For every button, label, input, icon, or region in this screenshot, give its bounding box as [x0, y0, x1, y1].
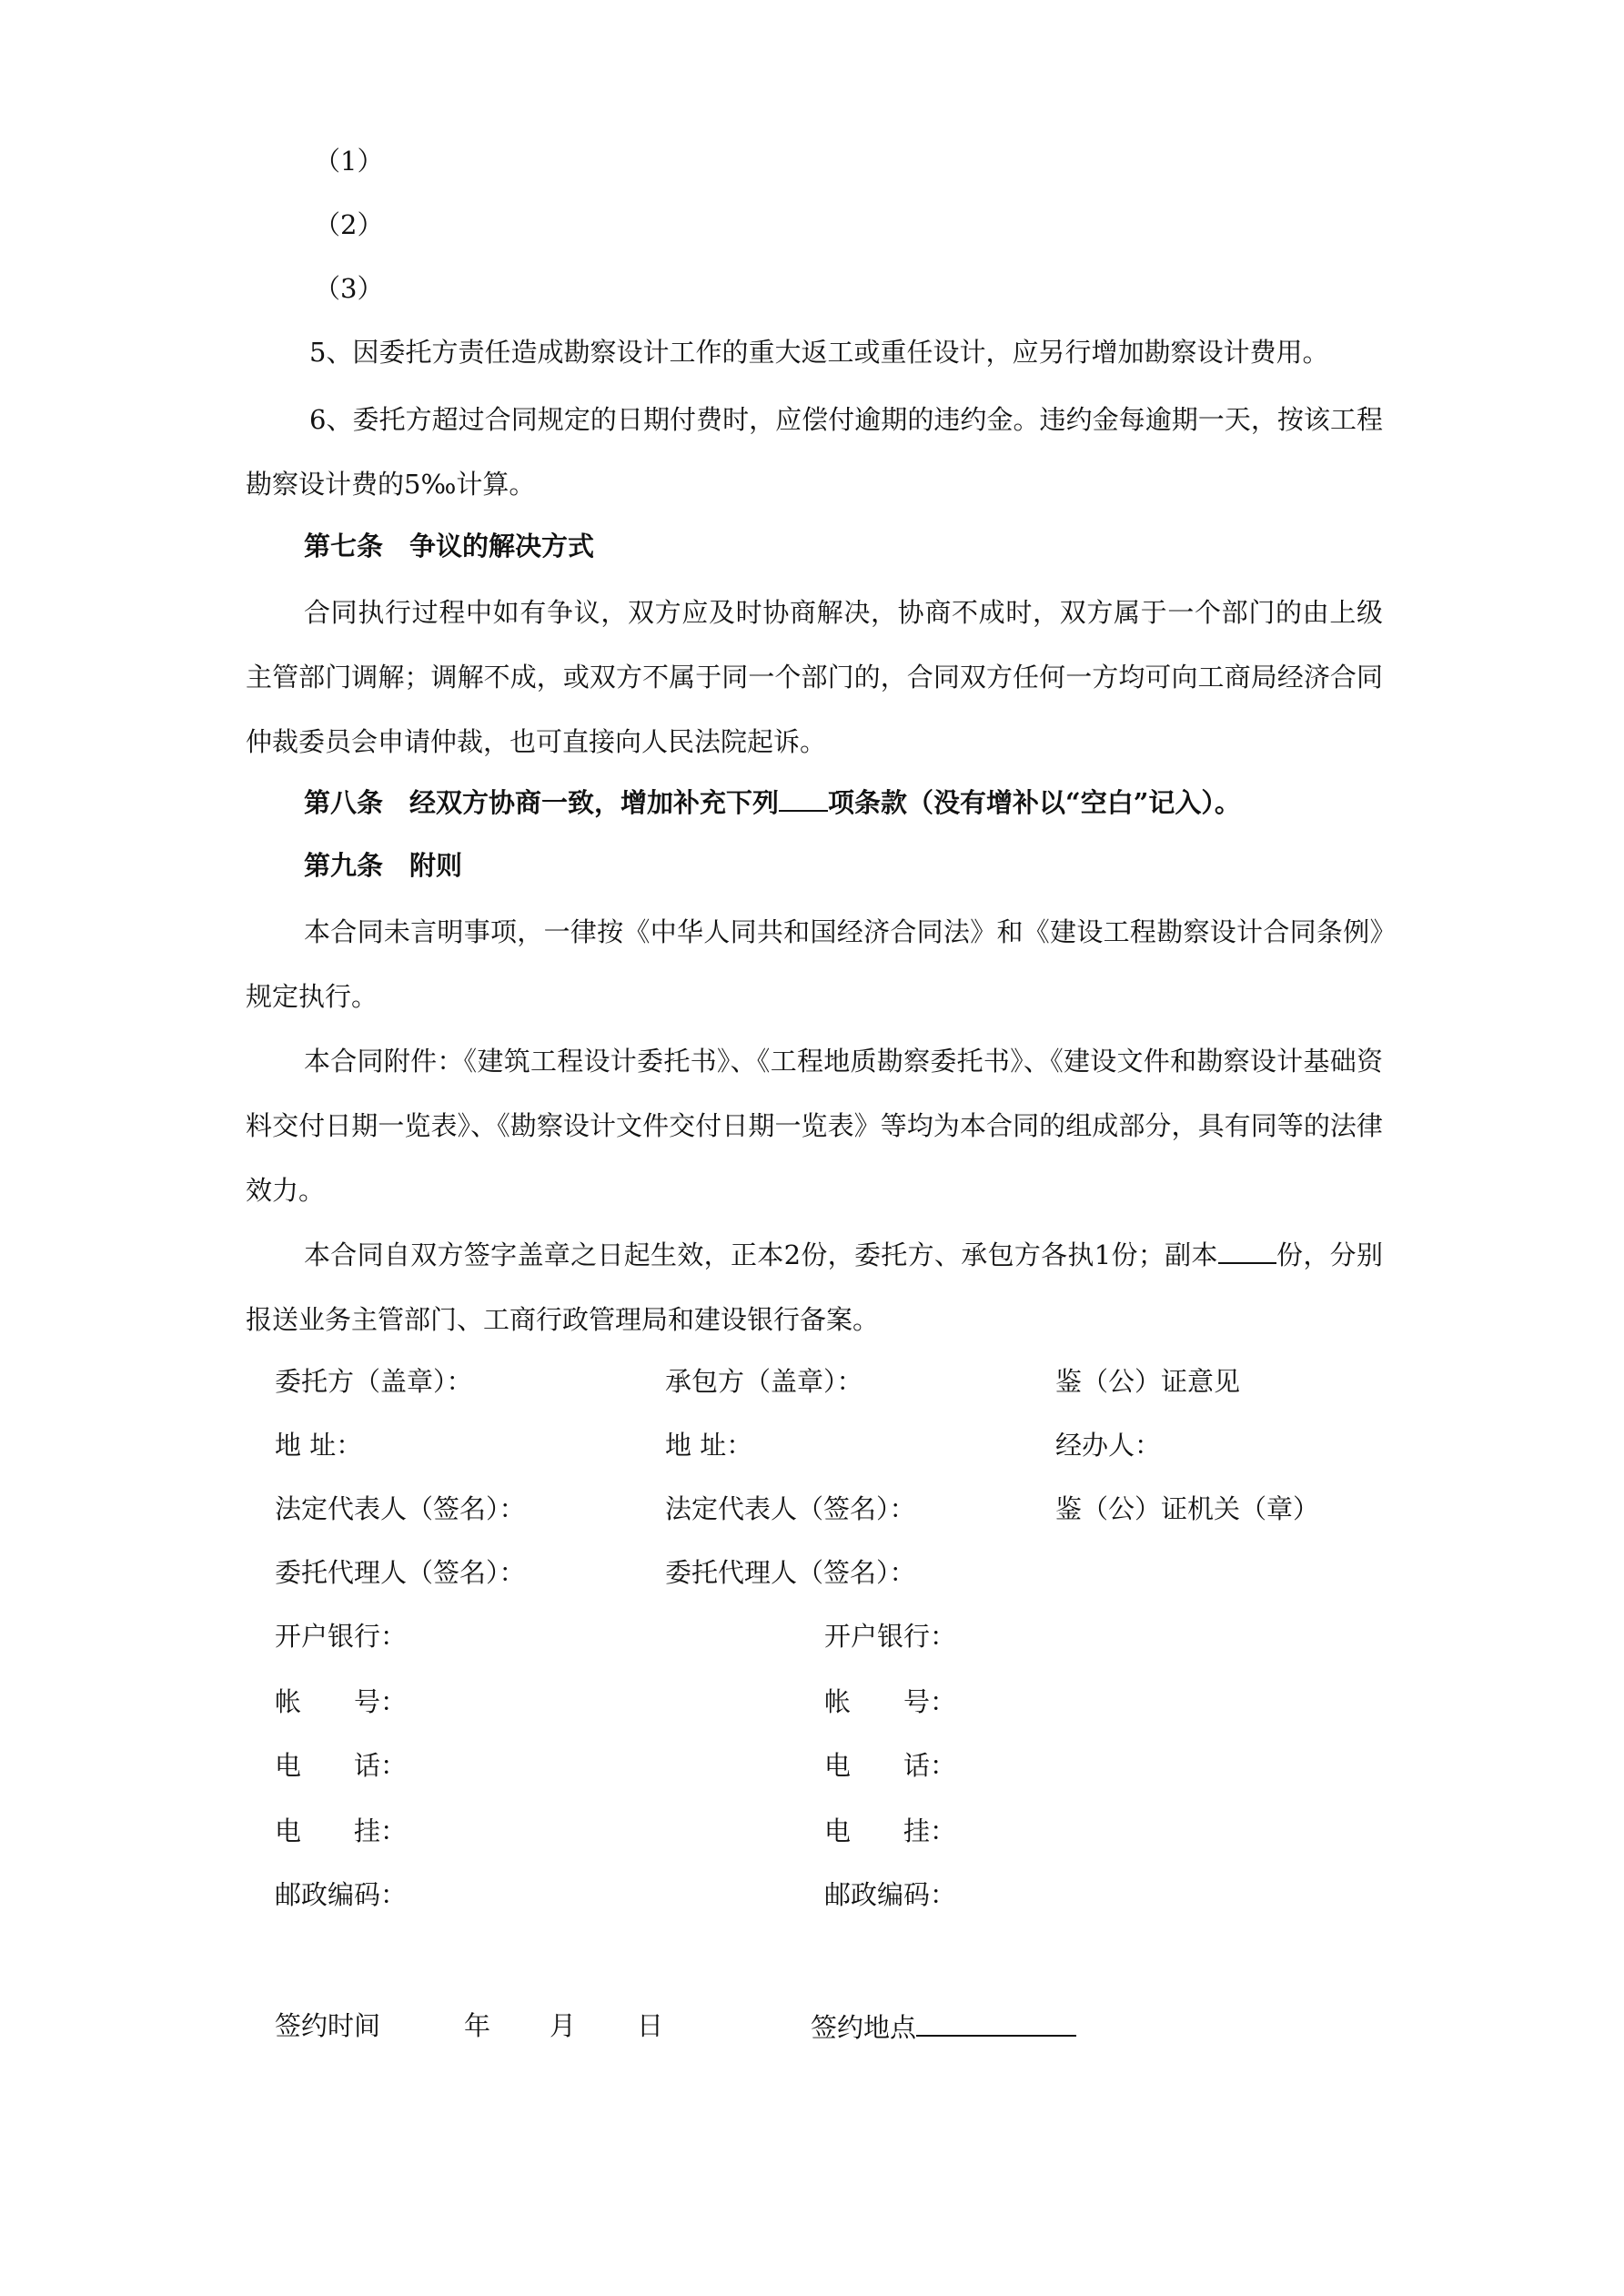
- sign-place-label: 签约地点: [811, 2012, 917, 2043]
- article-7-body: 合同执行过程中如有争议，双方应及时协商解决，协商不成时，双方属于一个部门的由上级主管部门调解；调解不成，或双方不属于同一个部门的，合同双方任何一方均可向工商局经济合同仲裁委员会申请仲裁，也可直接向人民法院起诉。: [246, 597, 1383, 757]
- client-bank-label: 开户银行：: [275, 1621, 408, 1652]
- client-address-label: 地 址：: [275, 1430, 363, 1461]
- article-9-p1: 本合同未言明事项，一律按《中华人同共和国经济合同法》和《建设工程勘察设计合同条例》规定执行。: [246, 916, 1383, 1012]
- notary-handler-label: 经办人：: [1055, 1430, 1162, 1461]
- sign-year-label: 年: [464, 2010, 491, 2041]
- sign-time-label: 签约时间: [275, 2010, 381, 2041]
- client-postcode-label: 邮政编码：: [275, 1879, 408, 1910]
- clause-5: 5、因委托方责任造成勘察设计工作的重大返工或重任设计，应另行增加勘察设计费用。: [309, 337, 1329, 368]
- article-9-p3-part1: 本合同自双方签字盖章之日起生效，正本2份，委托方、承包方各执1份；副本: [304, 1239, 1218, 1270]
- client-telegraph-label: 电 挂：: [275, 1816, 408, 1846]
- sign-day-label: 日: [637, 2010, 664, 2041]
- article-8-heading-part2: 项条款（没有增补以“空白”记入）。: [828, 787, 1241, 818]
- contractor-postcode-label: 邮政编码：: [824, 1879, 957, 1910]
- contractor-bank-label: 开户银行：: [824, 1621, 957, 1652]
- article-9-p3: [246, 1223, 1383, 1352]
- article-9-p3-part2: 份，分别报送业务主管部门、工商行政管理局和建设银行备案。: [246, 1239, 1383, 1335]
- client-agent-label: 委托代理人（签名）：: [275, 1557, 526, 1588]
- client-legal-rep-label: 法定代表人（签名）：: [275, 1493, 526, 1524]
- article-8-blank[interactable]: [779, 783, 828, 812]
- client-seal-label: 委托方（盖章）：: [275, 1366, 473, 1397]
- article-7-heading: 第七条 争议的解决方式: [304, 531, 595, 561]
- notary-authority-label: 鉴（公）证机关（章）: [1055, 1493, 1320, 1524]
- list-item-1: （1）: [314, 146, 384, 177]
- list-item-2: （2）: [314, 209, 384, 240]
- sign-month-label: 月: [550, 2010, 577, 2041]
- client-phone-label: 电 话：: [275, 1750, 408, 1781]
- copies-blank[interactable]: [1218, 1235, 1276, 1264]
- article-8-heading: [304, 783, 1241, 821]
- article-9-p2: 本合同附件：《建筑工程设计委托书》、《工程地质勘察委托书》、《建设文件和勘察设计基础资料交付日期一览表》、《勘察设计文件交付日期一览表》等均为本合同的组成部分，具有同等的法律效力。: [246, 1046, 1383, 1206]
- client-account-label: 帐 号：: [275, 1686, 408, 1717]
- sign-place: [811, 2008, 1076, 2046]
- contractor-phone-label: 电 话：: [824, 1750, 957, 1781]
- list-item-3: （3）: [314, 273, 384, 304]
- clause-6: 6、委托方超过合同规定的日期付费时，应偿付逾期的违约金。违约金每逾期一天，按该工程勘察设计费的5‰计算。: [246, 404, 1383, 500]
- contractor-telegraph-label: 电 挂：: [824, 1816, 957, 1846]
- article-9-heading: 第九条 附则: [304, 850, 463, 881]
- notary-opinion-label: 鉴（公）证意见: [1055, 1366, 1241, 1397]
- contractor-address-label: 地 址：: [665, 1430, 753, 1461]
- article-8-heading-part1: 第八条 经双方协商一致，增加补充下列: [304, 787, 780, 818]
- contractor-legal-rep-label: 法定代表人（签名）：: [665, 1493, 916, 1524]
- contractor-agent-label: 委托代理人（签名）：: [665, 1557, 916, 1588]
- sign-place-blank[interactable]: [916, 2008, 1076, 2037]
- contractor-account-label: 帐 号：: [824, 1686, 957, 1717]
- contractor-seal-label: 承包方（盖章）：: [665, 1366, 863, 1397]
